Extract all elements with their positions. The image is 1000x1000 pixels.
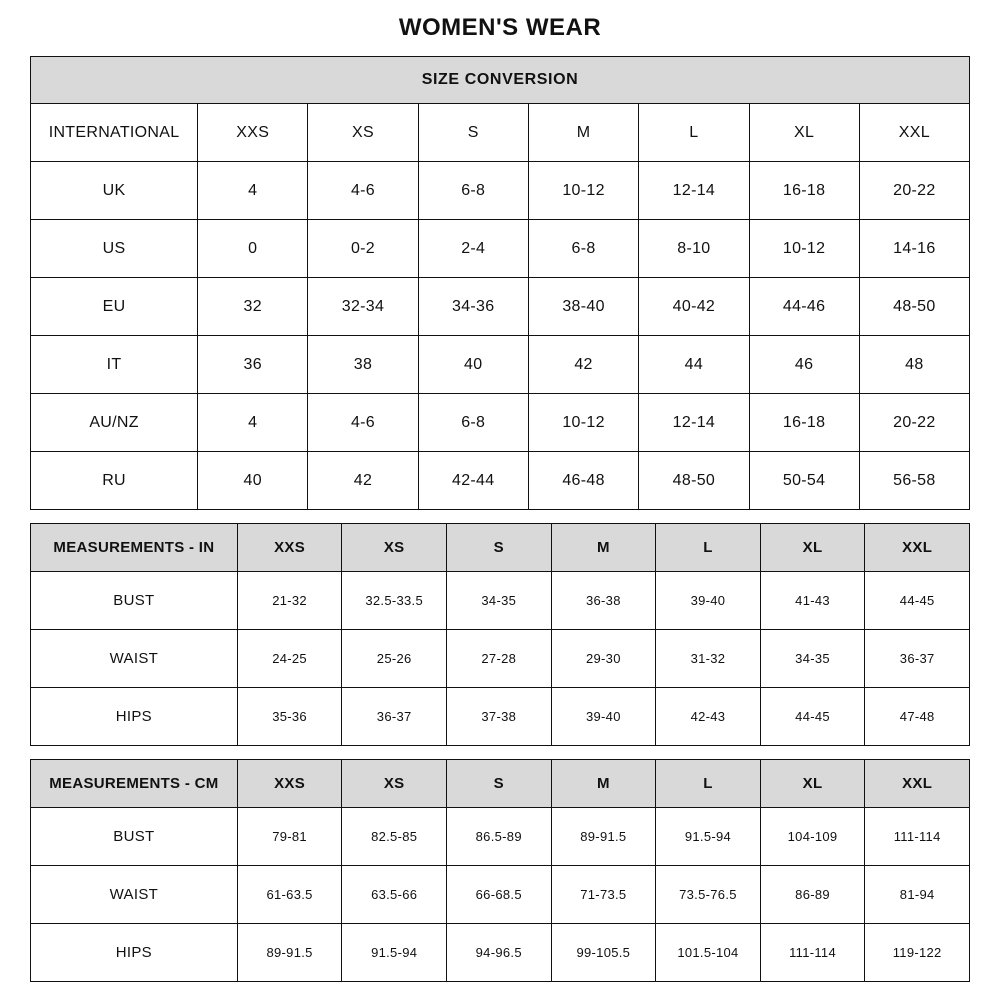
table-row (31, 688, 970, 746)
column-header: XXL (865, 760, 970, 808)
size-value: 46-48 (528, 452, 638, 510)
region-label: EU (31, 278, 198, 336)
size-value: 42 (308, 452, 418, 510)
size-value: 48-50 (859, 278, 969, 336)
measurement-value: 81-94 (865, 866, 970, 924)
size-value: 6-8 (418, 394, 528, 452)
measurement-value: 34-35 (760, 630, 865, 688)
column-header: XS (342, 760, 447, 808)
measurements-cm-table (30, 759, 970, 982)
column-header: XXL (865, 524, 970, 572)
measurement-label: WAIST (31, 866, 238, 924)
size-value: 46 (749, 336, 859, 394)
measurement-value: 44-45 (760, 688, 865, 746)
measurement-value: 27-28 (446, 630, 551, 688)
size-value: 10-12 (528, 394, 638, 452)
page-title: WOMEN'S WEAR (398, 14, 602, 41)
size-value: 38 (308, 336, 418, 394)
measurement-value: 73.5-76.5 (656, 866, 761, 924)
column-header: L (656, 524, 761, 572)
size-value: 4-6 (308, 394, 418, 452)
size-value: 16-18 (749, 162, 859, 220)
column-header: XXS (237, 524, 342, 572)
column-header: XL (749, 104, 859, 162)
size-conversion-table (30, 56, 970, 510)
measurements-in-table (30, 523, 970, 746)
size-value: 40-42 (639, 278, 749, 336)
measurement-value: 89-91.5 (551, 808, 656, 866)
measurement-value: 119-122 (865, 924, 970, 982)
measurement-value: 25-26 (342, 630, 447, 688)
measurement-value: 71-73.5 (551, 866, 656, 924)
size-value: 42 (528, 336, 638, 394)
size-value: 40 (418, 336, 528, 394)
table-row (31, 524, 970, 572)
measurement-value: 47-48 (865, 688, 970, 746)
measurement-value: 101.5-104 (656, 924, 761, 982)
size-value: 42-44 (418, 452, 528, 510)
measurement-value: 86-89 (760, 866, 865, 924)
measurement-value: 79-81 (237, 808, 342, 866)
table-row (31, 452, 970, 510)
size-value: 10-12 (749, 220, 859, 278)
size-value: 50-54 (749, 452, 859, 510)
measurement-label: HIPS (31, 924, 238, 982)
column-header: L (639, 104, 749, 162)
size-value: 48 (859, 336, 969, 394)
column-header: XXS (237, 760, 342, 808)
measurement-value: 39-40 (551, 688, 656, 746)
column-header: MEASUREMENTS - IN (31, 524, 238, 572)
measurement-value: 94-96.5 (446, 924, 551, 982)
size-value: 8-10 (639, 220, 749, 278)
column-header: M (528, 104, 638, 162)
measurement-value: 24-25 (237, 630, 342, 688)
size-value: 12-14 (639, 394, 749, 452)
size-value: 56-58 (859, 452, 969, 510)
size-value: 48-50 (639, 452, 749, 510)
measurement-value: 111-114 (760, 924, 865, 982)
column-header: XXL (859, 104, 969, 162)
size-conversion-title: SIZE CONVERSION (31, 57, 970, 104)
measurement-label: BUST (31, 572, 238, 630)
measurement-value: 35-36 (237, 688, 342, 746)
measurement-value: 104-109 (760, 808, 865, 866)
size-value: 14-16 (859, 220, 969, 278)
size-value: 36 (198, 336, 308, 394)
column-header: XS (308, 104, 418, 162)
size-value: 6-8 (418, 162, 528, 220)
measurement-value: 63.5-66 (342, 866, 447, 924)
size-value: 0 (198, 220, 308, 278)
table-row (31, 104, 970, 162)
measurement-value: 29-30 (551, 630, 656, 688)
measurement-value: 36-38 (551, 572, 656, 630)
measurement-value: 34-35 (446, 572, 551, 630)
column-header: XL (760, 524, 865, 572)
table-row (31, 162, 970, 220)
measurement-value: 61-63.5 (237, 866, 342, 924)
table-row (31, 220, 970, 278)
measurement-value: 89-91.5 (237, 924, 342, 982)
column-header: L (656, 760, 761, 808)
column-header: XXS (198, 104, 308, 162)
size-value: 12-14 (639, 162, 749, 220)
measurement-value: 41-43 (760, 572, 865, 630)
column-header: XS (342, 524, 447, 572)
table-row (31, 57, 970, 104)
measurement-value: 42-43 (656, 688, 761, 746)
size-value: 40 (198, 452, 308, 510)
size-value: 34-36 (418, 278, 528, 336)
table-row (31, 866, 970, 924)
size-value: 4 (198, 162, 308, 220)
measurement-value: 86.5-89 (446, 808, 551, 866)
region-label: US (31, 220, 198, 278)
size-value: 32 (198, 278, 308, 336)
measurement-value: 32.5-33.5 (342, 572, 447, 630)
size-value: 2-4 (418, 220, 528, 278)
measurement-label: WAIST (31, 630, 238, 688)
measurement-value: 31-32 (656, 630, 761, 688)
size-value: 6-8 (528, 220, 638, 278)
table-row (31, 924, 970, 982)
size-value: 44-46 (749, 278, 859, 336)
measurement-label: BUST (31, 808, 238, 866)
region-label: AU/NZ (31, 394, 198, 452)
table-row (31, 394, 970, 452)
table-row (31, 572, 970, 630)
size-value: 16-18 (749, 394, 859, 452)
table-row (31, 336, 970, 394)
size-value: 0-2 (308, 220, 418, 278)
size-value: 10-12 (528, 162, 638, 220)
measurement-value: 82.5-85 (342, 808, 447, 866)
column-header: M (551, 760, 656, 808)
measurement-label: HIPS (31, 688, 238, 746)
region-label: RU (31, 452, 198, 510)
table-row (31, 278, 970, 336)
table-row (31, 808, 970, 866)
table-row (31, 760, 970, 808)
size-value: 32-34 (308, 278, 418, 336)
measurement-value: 91.5-94 (342, 924, 447, 982)
measurement-value: 66-68.5 (446, 866, 551, 924)
measurement-value: 91.5-94 (656, 808, 761, 866)
column-header: MEASUREMENTS - CM (31, 760, 238, 808)
measurement-value: 99-105.5 (551, 924, 656, 982)
size-value: 4-6 (308, 162, 418, 220)
size-value: 44 (639, 336, 749, 394)
column-header: S (446, 760, 551, 808)
column-header: XL (760, 760, 865, 808)
column-header: S (418, 104, 528, 162)
measurement-value: 37-38 (446, 688, 551, 746)
column-header: INTERNATIONAL (31, 104, 198, 162)
table-row (31, 630, 970, 688)
size-value: 4 (198, 394, 308, 452)
column-header: S (446, 524, 551, 572)
region-label: IT (31, 336, 198, 394)
measurement-value: 39-40 (656, 572, 761, 630)
measurement-value: 36-37 (865, 630, 970, 688)
region-label: UK (31, 162, 198, 220)
size-value: 20-22 (859, 162, 969, 220)
measurement-value: 111-114 (865, 808, 970, 866)
measurement-value: 21-32 (237, 572, 342, 630)
measurement-value: 44-45 (865, 572, 970, 630)
size-value: 38-40 (528, 278, 638, 336)
column-header: M (551, 524, 656, 572)
size-value: 20-22 (859, 394, 969, 452)
measurement-value: 36-37 (342, 688, 447, 746)
